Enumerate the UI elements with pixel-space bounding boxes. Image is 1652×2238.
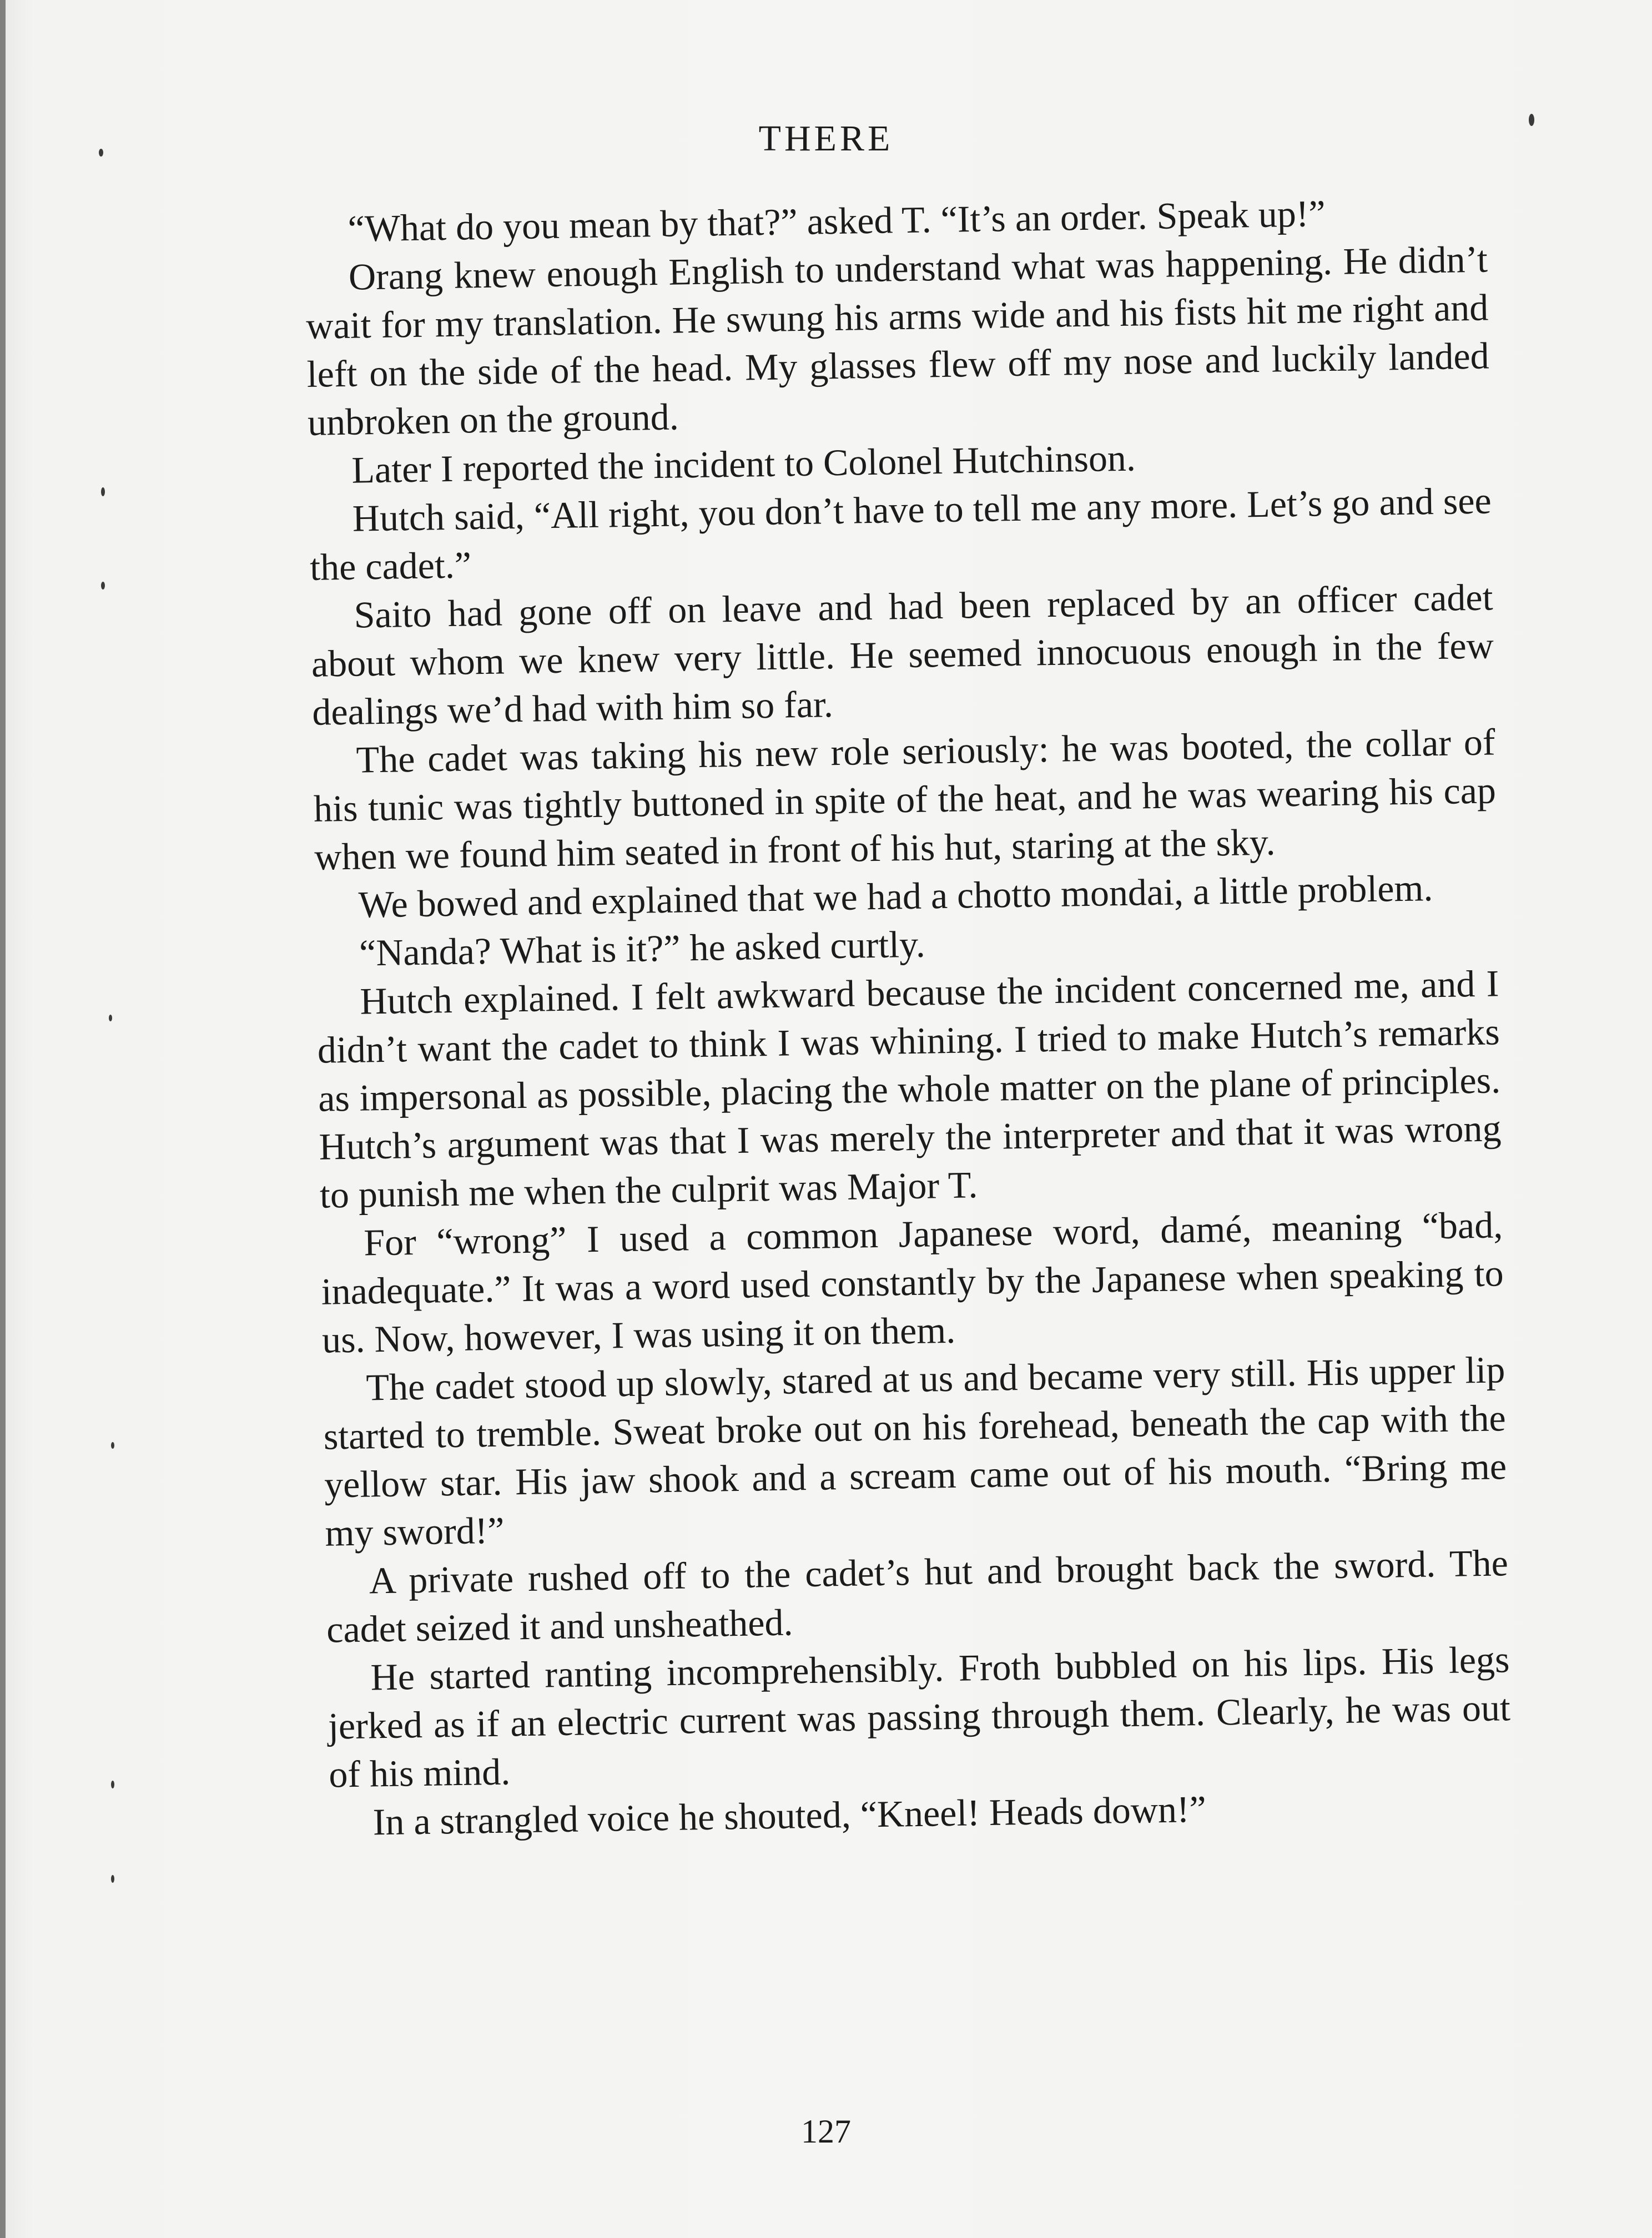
page-number: 127 — [801, 2113, 851, 2150]
running-head: THERE — [758, 118, 894, 159]
scan-speck — [109, 1015, 112, 1021]
scan-speck — [99, 149, 103, 157]
page-edge-shadow — [0, 0, 6, 2238]
paragraph: “What do you mean by that?” asked T. “It’s an order. Speak up!” — [347, 192, 1326, 250]
scan-speck — [111, 1875, 114, 1883]
paragraph: Saito had gone off on leave and had been replaced by an officer cadet about whom we knew very little. He seemed innocuous enough in the few dealings we’d had with him so far. — [311, 576, 1494, 733]
paragraph: In a strangled voice he shouted, “Kneel! Heads down!” — [372, 1787, 1207, 1843]
paragraph: “Nanda? What is it?” he asked curtly. — [359, 923, 926, 974]
paragraph: We bowed and explained that we had a chotto mondai, a little problem. — [358, 866, 1433, 926]
scan-speck — [111, 1442, 114, 1449]
paragraph: Hutch explained. I felt awkward because the incident concerned me, and I didn’t want the cadet to think I was whining. I tried to make Hutch’s remarks as impersonal as possible, placing the whole matter on the plane of principles. Hutch’s argument was that I was merely the interpreter and that it was wrong to punish me when the culprit was Major T. — [317, 962, 1502, 1216]
scan-speck — [101, 582, 105, 589]
paragraph: The cadet stood up slowly, stared at us and became very still. His upper lip started to tremble. Sweat broke out on his forehead, beneath the cap with the yellow star. His jaw shook and a scream came out of his mouth. “Bring me my sword!” — [323, 1348, 1507, 1554]
paragraph: The cadet was taking his new role seriously: he was booted, the collar of his tunic was tightly buttoned in spite of the heat, and he was wearing his cap when we found him seated in front of his hut, staring at the sky. — [313, 720, 1497, 878]
scan-speck — [111, 1781, 114, 1788]
paragraph: A private rushed off to the cadet’s hut and brought back the sword. The cadet seized it and unsheathed. — [326, 1541, 1509, 1651]
body-text — [304, 187, 1512, 1847]
paragraph: Later I reported the incident to Colonel Hutchinson. — [351, 436, 1136, 491]
scan-speck — [101, 487, 105, 496]
paragraph: Hutch said, “All right, you don’t have to tell me any more. Let’s go and see the cadet.” — [309, 479, 1492, 588]
paragraph: For “wrong” I used a common Japanese word, damé, meaning “bad, inadequate.” It was a word used constantly by the Japanese when speaking to us. Now, however, I was using it on them. — [321, 1203, 1504, 1361]
paragraph: He started ranting incomprehensibly. Froth bubbled on his lips. His legs jerked as if an electric current was passing through them. Clearly, he was out of his mind. — [328, 1638, 1511, 1796]
paragraph: Orang knew enough English to understand what was happening. He didn’t wait for my translation. He swung his arms wide and his fists hit me right and left on the side of the head. My glasses flew off my nose and luckily landed unbroken on the ground. — [305, 238, 1490, 443]
scan-speck — [1529, 114, 1534, 126]
